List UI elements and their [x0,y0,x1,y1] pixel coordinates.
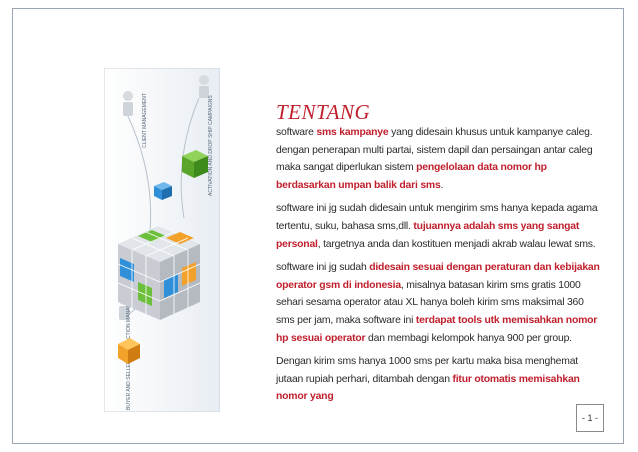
highlight: tujuannya adalah sms yang sangat personal [276,220,580,250]
activation-label: ACTIVATION AND DROP SHIP CAMPAIGNS [208,95,214,196]
paragraph-4: Dengan kirim sms hanya 1000 sms per kartu maka bisa menghemat jutaan rupiah perhari, ditambah dengan fitur otomatis memisahkan nomor yang [276,356,580,403]
person-icon-top-right [199,75,209,98]
cube-illustration [104,68,220,412]
page-number: - 1 - [576,404,604,432]
person-icon-top-left [123,91,133,116]
highlight: fitur otomatis memisahkan nomor yang [276,373,580,403]
highlight: didesain sesuai dengan peraturan dan kebijakan operator gsm di indonesia [276,262,600,291]
big-cube [118,226,200,320]
client-management-label: CLIENT MANAGEMENT [142,93,148,148]
highlight: pengelolaan data nomor hp berdasarkan umpan balik dari sms [276,162,547,191]
paragraph-2: software ini jg sudah didesain untuk mengirim sms hanya kepada agama tertentu, suku, bahasa sms,dll. tujuannya adalah sms yang sangat personal, targetnya anda dan kostituen menjadi akrab walau lewat sms. [276,203,598,250]
paragraph-1: software sms kampanye yang didesain khusus untuk kampanye caleg. dengan penerapan multi partai, sistem dapil dan persaingan antar caleg maka sangat diperlukan sistem pengelolaan data nomor hp berdasarkan umpan balik dari sms. [276,127,593,191]
page-title: TENTANG [276,100,371,124]
body-content [276,124,602,412]
highlight: sms kampanye [316,127,389,138]
paragraph-3: software ini jg sudah didesain sesuai dengan peraturan dan kebijakan operator gsm di indonesia, misalnya batasan kirim sms gratis 1000 sehari sesama operator atau XL hanya boleh kirim sms maksimal 360 sms per jam, maka software ini terdapat tools utk memisahkan nomor hp sesuai operator dan membagi kelompok hanya 900 per group. [276,262,600,344]
highlight: terdapat tools utk memisahkan nomor hp sesuai operator [276,314,598,344]
